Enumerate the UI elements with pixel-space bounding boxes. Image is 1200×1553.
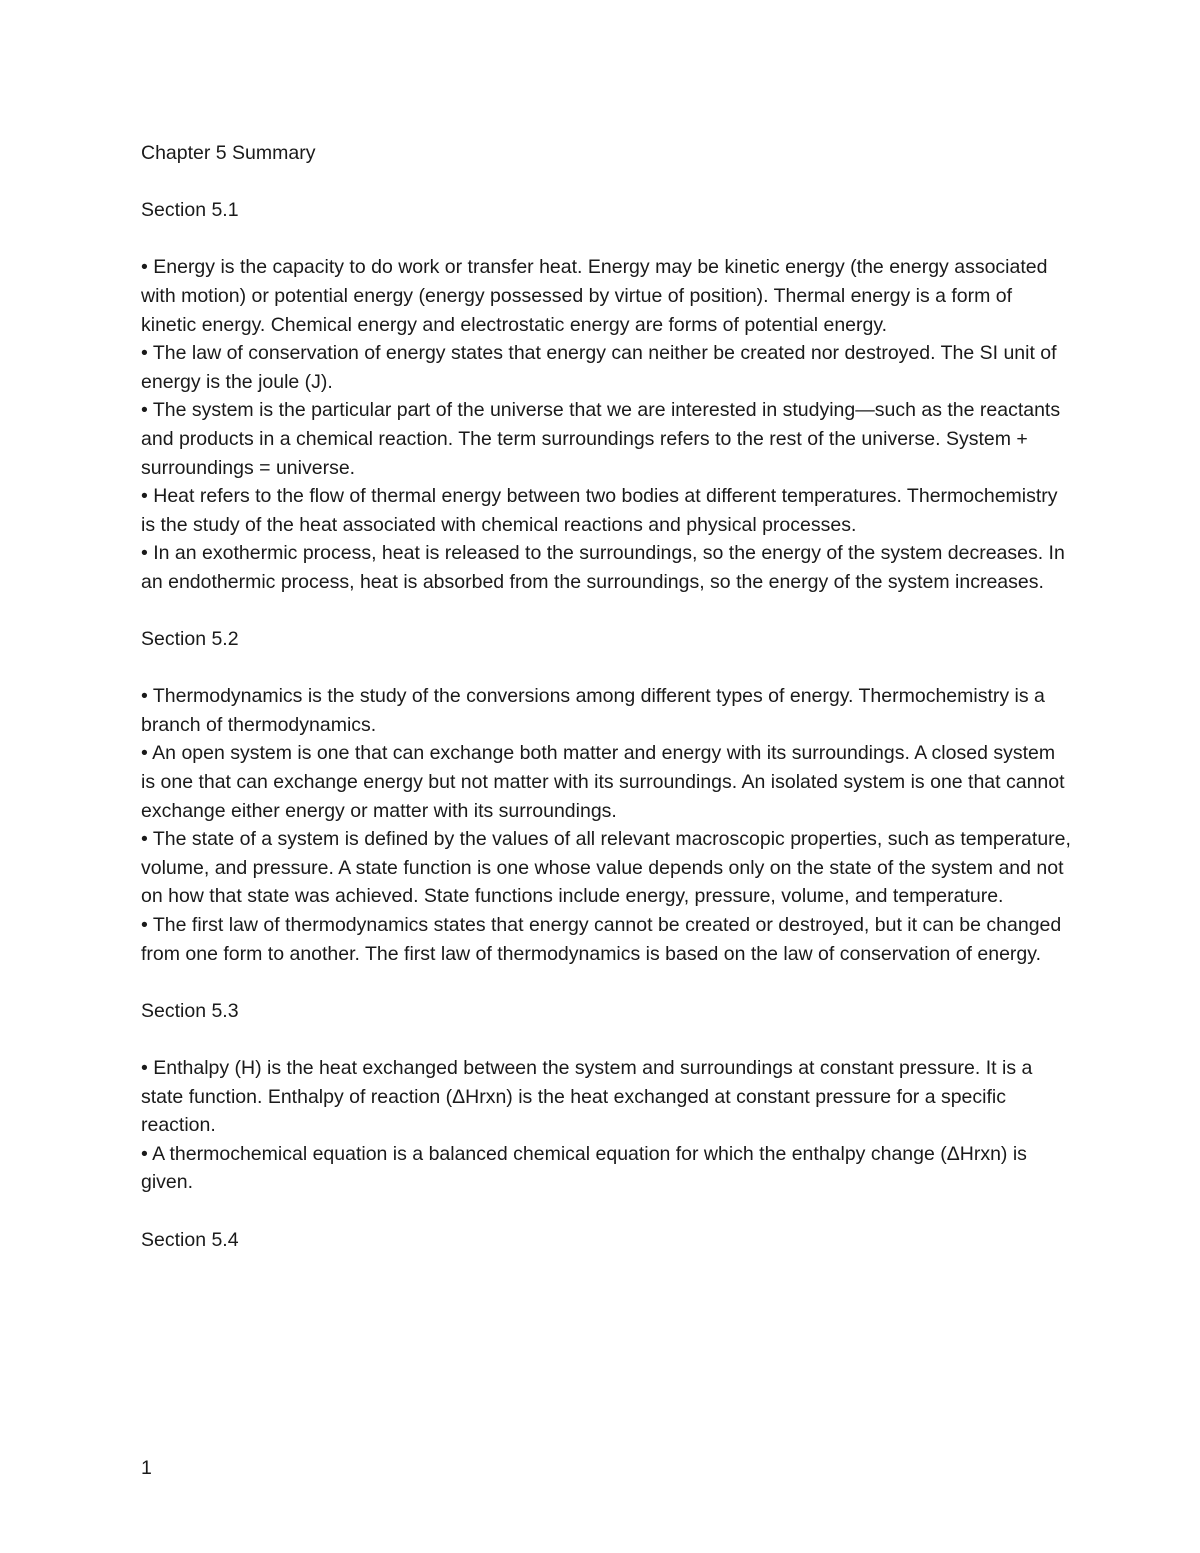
bullet-item: • The first law of thermodynamics states that energy cannot be created or destroyed, but it can be changed from one form to another. The first law of thermodynamics is based on the law of conservation of energy. <box>141 914 1062 965</box>
bullet-item: • The law of conservation of energy states that energy can neither be created nor destroyed. The SI unit of energy is the joule (J). <box>141 342 1057 393</box>
section-heading-5-1: Section 5.1 <box>141 199 239 222</box>
bullet-item: • A thermochemical equation is a balanced chemical equation for which the enthalpy change (ΔHrxn) is given. <box>141 1142 1027 1194</box>
page-title: Chapter 5 Summary <box>141 142 316 164</box>
section-body-5-2 <box>141 682 1071 968</box>
section-body-5-3 <box>141 1054 1071 1197</box>
section-heading-5-4: Section 5.4 <box>141 1228 239 1251</box>
bullet-item: • The state of a system is defined by the values of all relevant macroscopic properties, such as temperature, volume, and pressure. A state function is one whose value depends only on the state of the system and not on how that state was achieved. State functions include energy, pressure, volume, and temperature. <box>141 828 1071 908</box>
page-number: 1 <box>141 1457 152 1479</box>
bullet-item: • The system is the particular part of the universe that we are interested in studying—such as the reactants and products in a chemical reaction. The term surroundings refers to the rest of the universe. System + surroundings = universe. <box>141 399 1061 479</box>
bullet-item: • Thermodynamics is the study of the conversions among different types of energy. Thermochemistry is a branch of thermodynamics. <box>141 685 1045 736</box>
section-body-5-1 <box>141 253 1071 596</box>
bullet-item: • Heat refers to the flow of thermal energy between two bodies at different temperatures. Thermochemistry is the study of the heat associated with chemical reactions and physical processes. <box>141 485 1058 536</box>
bullet-item: • In an exothermic process, heat is released to the surroundings, so the energy of the system decreases. In an endothermic process, heat is absorbed from the surroundings, so the energy of the system increases. <box>141 542 1065 593</box>
bullet-item: • An open system is one that can exchange both matter and energy with its surroundings. A closed system is one that can exchange energy but not matter with its surroundings. An isolated system is one that cannot exchange either energy or matter with its surroundings. <box>141 742 1065 822</box>
page-content <box>141 139 1071 1283</box>
bullet-item: • Energy is the capacity to do work or transfer heat. Energy may be kinetic energy (the energy associated with motion) or potential energy (energy possessed by virtue of position). Thermal energy is a form of kinetic energy. Chemical energy and electrostatic energy are forms of potential energy. <box>141 256 1048 336</box>
section-heading-5-3: Section 5.3 <box>141 999 239 1022</box>
bullet-item: • Enthalpy (H) is the heat exchanged between the system and surroundings at constant pressure. It is a state function. Enthalpy of reaction (ΔHrxn) is the heat exchanged at constant pressure for a specific reaction. <box>141 1057 1033 1137</box>
section-heading-5-2: Section 5.2 <box>141 628 239 651</box>
